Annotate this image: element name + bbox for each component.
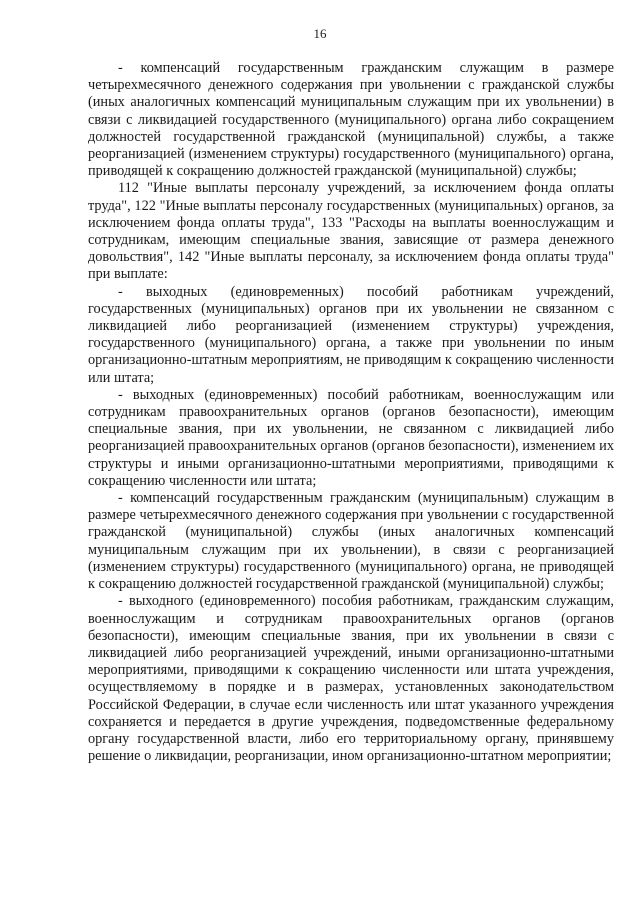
paragraph-compensation-liquidation: - компенсаций государственным гражданским служащим в размере четырехмесячного денежного содержания при увольнении с гражданской службы (иных аналогичных компенсаций муниципальным служащим при их увольнении) в связи с ликвидацией государственного (муниципального) органа либо сокращением должностей государственной гражданской (муниципальной) службы, а также реорганизацией (изменением структуры) государственного (муниципального) органа, приводящей к сокращению должностей гражданской (муниципальной) службы; bbox=[88, 60, 614, 180]
paragraph-severance-employees: - выходных (единовременных) пособий работникам учреждений, государственных (муниципальных) органов при их увольнении не связанном с ликвидацией либо реорганизацией (изменением структуры) учреждения, государственного (муниципального) органа, а также при увольнении по иным организационно-штатным мероприятиям, не приводящим к сокращению численности или штата; bbox=[88, 283, 615, 386]
page-number: 16 bbox=[313, 26, 327, 41]
document-body bbox=[88, 60, 614, 765]
paragraph-severance-military: - выходных (единовременных) пособий работникам, военнослужащим или сотрудникам правоохранительных органов (органов безопасности), имеющим специальные звания, при их увольнении, не связанном с ликвидацией либо реорганизацией правоохранительных органов (органов безопасности), изменением их структуры и иными организационно-штатными мероприятиями, приводящими к сокращению численности или штата; bbox=[88, 386, 614, 489]
paragraph-expense-codes: 112 "Иные выплаты персоналу учреждений, за исключением фонда оплаты труда", 122 "Иные выплаты персоналу государственных (муниципальных) органов, за исключением фонда оплаты труда", 133 "Расходы на выплаты военнослужащим и сотрудникам, имеющим специальные звания, зависящие от размера денежного довольствия", 142 "Иные выплаты персоналу, за исключением фонда оплаты труда" при выплате: bbox=[88, 180, 614, 283]
paragraph-severance-liquidation: - выходного (единовременного) пособия работникам, гражданским служащим, военнослужащим и сотрудникам правоохранительных органов (органов безопасности), имеющим специальные звания, при их увольнении в связи с ликвидацией либо реорганизацией учреждений, иными организационно-штатными мероприятиями, приводящими к сокращению численности или штата учреждения, осуществляемому в порядке и в размерах, установленных законодательством Российской Федерации, в случае если численность или штат указанного учреждения сохраняется и передается в другие учреждения, подведомственные федеральному органу государственной власти, либо его территориальному органу, принявшему решение о ликвидации, реорганизации, ином организационно-штатном мероприятии; bbox=[88, 593, 614, 765]
paragraph-compensation-reorganization: - компенсаций государственным гражданским (муниципальным) служащим в размере четырехмесячного денежного содержания при увольнении с государственной гражданской (муниципальной) службы (иных аналогичных компенсаций муниципальным служащим при их увольнении), в связи с реорганизацией (изменением структуры) государственного (муниципального) органа, не приводящей к сокращению должностей государственной гражданской (муниципальной) службы; bbox=[88, 490, 614, 593]
